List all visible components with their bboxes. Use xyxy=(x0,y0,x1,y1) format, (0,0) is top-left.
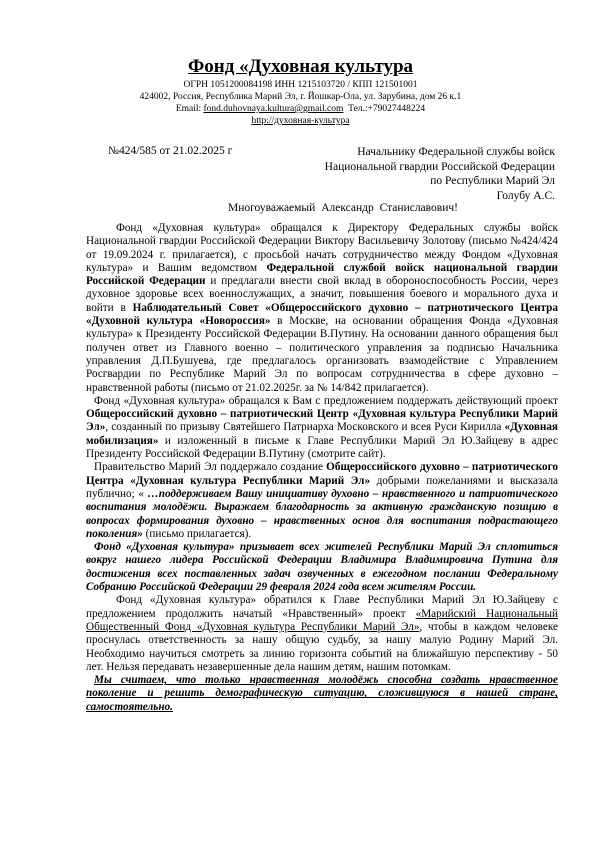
ogrn-line: ОГРН 1051200084198 ИНН 1215103720 / КПП 121501001 xyxy=(183,80,418,90)
addressee-line: Голубу А.С. xyxy=(496,189,555,202)
p1-text: и предлагали внести свой вклад в обороноспособность России, через духовное здоровье всех военнослужащих, а значит, повышения боевого и морального духа и войти в xyxy=(86,275,559,314)
email-label: Email: xyxy=(175,104,202,114)
p3-bold: Общероссийского духовно – патриотического Центра «Духовная культура Республики Марий Эл» xyxy=(86,461,559,487)
organization-title: Фонд «Духовная культура xyxy=(187,56,414,77)
paragraph-5 xyxy=(86,594,558,674)
addressee-line: по Республики Марий Эл xyxy=(430,175,555,187)
address-line: 424002, Россия, Республика Марий Эл, г. Йошкар-Ола, ул. Зарубина, дом 26 к.1 xyxy=(139,92,462,102)
p2-bold: Общероссийский духовно – патриотический Центр «Духовная культура Республики Марий Эл» xyxy=(86,408,558,434)
p1-text: Фонд «Духовная культура» обращался к Директору Федеральных службы войск Национальной гвардии Российской Федерации Виктору Васильевичу Золотову (письмо №424/424 от 19.09.2024 г. прилагается), с просьбой начать сотрудничество между Фондом «Духовная культура» и Вашим ведомством xyxy=(86,222,558,274)
p2-text: и изложенный в письме к Главе Республики Марий Эл Ю.Зайцеву в адрес Президенту Российской Федерации В.Путину (смотрите сайт). xyxy=(86,434,558,461)
website-line xyxy=(0,116,601,127)
paragraph-6: Мы считаем, что только нравственная молодёжь способна создать нравственное поколение и решить демографическую ситуацию, сложившуюся в нашей стране, самостоятельно. xyxy=(86,674,558,713)
p5-text: Фонд «Духовная культура» обратился к Главе Республики Марий Эл Ю.Зайцеву с предложением продолжить начатый «Нравственный» проект xyxy=(86,594,558,620)
p2-text: Фонд «Духовная культура» обращался к Вам с предложением поддержать действующий проект xyxy=(94,394,558,407)
p5-text: , чтобы в каждом человеке проснулась ответственность за нашу общую судьбу, за нашу малую Родину Марий Эл. Необходимо научиться смотреть за линию горизонта событий на ближайшую перспективу - 50 лет. Нельзя передавать незавершенные дела нашим детям, нашим потомкам. xyxy=(86,620,558,673)
addressee-line: Национальной гвардии Российской Федерации xyxy=(324,160,555,173)
p2-bold: «Духовная мобилизация» xyxy=(86,421,558,447)
paragraph-2 xyxy=(86,395,558,461)
p2-text: , созданный по призыву Святейшего Патриарха Московского и всея Руси Кирилла xyxy=(105,421,505,434)
p3-quote: …поддерживаем Вашу инициативу духовно – нравственного и патриотического воспитания молодёжи. Выражаем благодарность за активную гражданскую позицию в вопросах формирования духовно – нравственных основ для воспитания подрастающего поколения» xyxy=(86,487,558,540)
salutation: Многоуважаемый Александр Станиславович! xyxy=(228,202,458,214)
p3-text: Правительство Марий Эл поддержало создание xyxy=(94,461,327,474)
registration-number: №424/585 от 21.02.2025 г xyxy=(108,145,233,157)
p1-bold: Федеральной службой войск национальной гвардии Российской Федерации xyxy=(86,261,558,288)
paragraph-3 xyxy=(86,461,558,541)
addressee-block xyxy=(325,145,555,203)
p3-text: добрыми пожеланиями и высказала публично; « xyxy=(86,474,558,500)
email-link[interactable]: fond.duhovnaya.kultura@gmail.com xyxy=(203,104,344,114)
contacts-line xyxy=(0,104,601,115)
website-link[interactable]: http://духовная-культура xyxy=(251,116,350,126)
p1-bold: Наблюдательный Совет «Общероссийского духовно – патриотического Центра «Духовной культура «Новороссия» xyxy=(86,301,558,328)
letter-body xyxy=(86,222,558,714)
paragraph-1 xyxy=(86,222,558,395)
paragraph-4: Фонд «Духовная культура» призывает всех жителей Республики Марий Эл сплотиться вокруг нашего лидера Российской Федерации Владимира Владимировича Путина для достижения всех поставленных задач озвученных в ежегодном послании Федеральному Собранию Российской Федерации 29 февраля 2024 года всем жителям России. xyxy=(86,541,558,594)
p3-text: (письмо прилагается). xyxy=(142,527,252,540)
phone: Тел.:+79027448224 xyxy=(348,104,426,114)
p5-underlined: «Марийский Национальный Общественный Фонд «Духовная культура Республики Марий Эл» xyxy=(86,607,558,633)
p1-text: в Москве, на основании обращения Фонда «Духовная культура» к Президенту Российской Федерации В.Путину. На основании данного обращения был получен ответ из Главного военно – политического управления за подписью Начальника управления Д.П.Бушуева, где предлагалось организовать взамодействие с Управлением Росгвардии по Республике Марий Эл по вопросам сотрудничества в сфере духовно – нравственной работы (письмо от 21.02.2025г. за № 14/842 прилагается). xyxy=(86,315,558,394)
addressee-line: Начальнику Федеральной службы войск xyxy=(357,146,555,158)
